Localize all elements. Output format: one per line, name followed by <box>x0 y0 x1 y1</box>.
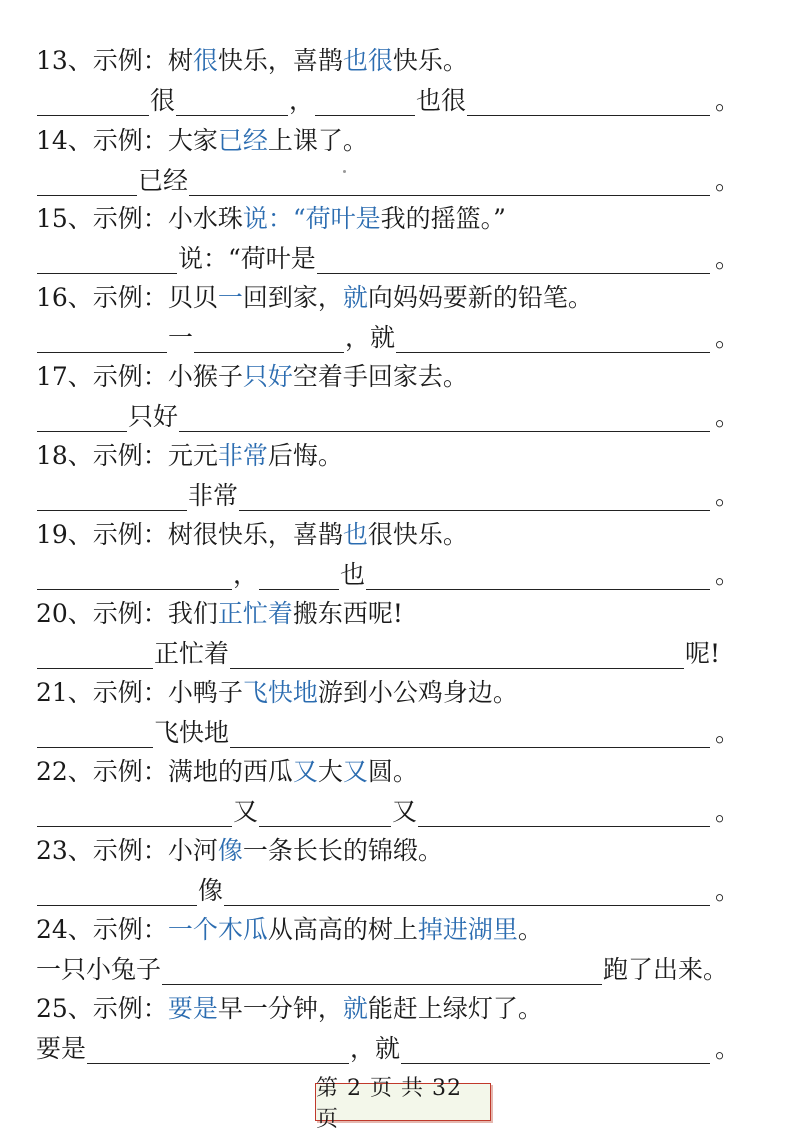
sentence-end: 。 <box>714 86 740 115</box>
answer-blank[interactable] <box>37 484 187 511</box>
sentence-end: 。 <box>714 323 740 352</box>
answer-blank[interactable] <box>230 721 710 748</box>
keyword: 正忙着 <box>217 599 293 628</box>
answer-blank[interactable] <box>467 89 710 116</box>
page-number-footer <box>315 1076 491 1132</box>
example-18 <box>36 431 740 471</box>
example-text: 我们 <box>167 599 218 628</box>
keyword: 又 <box>342 757 368 786</box>
answer-15 <box>36 234 740 274</box>
example-text: 回到家， <box>242 283 343 312</box>
answer-13 <box>36 76 740 116</box>
answer-blank[interactable] <box>189 169 710 196</box>
example-20 <box>36 589 740 629</box>
answer-blank[interactable] <box>87 1037 349 1064</box>
answer-21 <box>36 708 740 748</box>
answer-23 <box>36 866 740 906</box>
answer-blank[interactable] <box>317 247 710 274</box>
keyword: 飞快地 <box>242 678 318 707</box>
example-text: 很快乐。 <box>367 520 468 549</box>
answer-blank[interactable] <box>162 958 602 985</box>
example-text: 树 <box>167 46 193 75</box>
example-text: 快乐，喜鹊 <box>217 46 343 75</box>
answer-blank[interactable] <box>37 642 153 669</box>
keyword: 很 <box>192 46 218 75</box>
example-text: 小河 <box>167 836 218 865</box>
example-19 <box>36 510 740 550</box>
example-17 <box>36 352 740 392</box>
answer-blank[interactable] <box>176 89 288 116</box>
answer-14 <box>36 156 740 196</box>
answer-blank[interactable] <box>418 800 710 827</box>
answer-19 <box>36 550 740 590</box>
example-13 <box>36 36 740 76</box>
keyword: 又 <box>292 757 318 786</box>
prompt-word: 也 <box>340 560 366 589</box>
example-number: 15、示例： <box>36 204 168 233</box>
example-number: 14、示例： <box>36 126 168 155</box>
answer-blank[interactable] <box>37 89 149 116</box>
sentence-end: 。 <box>714 1034 740 1063</box>
answer-blank[interactable] <box>259 800 391 827</box>
answer-16 <box>36 313 740 353</box>
example-14 <box>36 116 740 156</box>
keyword: 一个木瓜 <box>167 915 268 944</box>
example-number: 22、示例： <box>36 757 168 786</box>
answer-blank[interactable] <box>224 879 710 906</box>
keyword: 一 <box>217 283 243 312</box>
prompt-word: 飞快地 <box>154 718 230 747</box>
example-24 <box>36 905 740 945</box>
prompt-word: 很 <box>150 86 176 115</box>
sentence-end: 。 <box>714 876 740 905</box>
stray-mark <box>343 170 346 173</box>
prompt-word: 正忙着 <box>154 639 230 668</box>
answer-blank[interactable] <box>179 405 710 432</box>
example-number: 24、示例： <box>36 915 168 944</box>
prompt-word: 跑了出来。 <box>602 955 728 984</box>
keyword: 也 <box>342 520 368 549</box>
answer-blank[interactable] <box>37 169 137 196</box>
prompt-word: ，就 <box>350 1034 401 1063</box>
answer-blank[interactable] <box>230 642 684 669</box>
example-16 <box>36 273 740 313</box>
example-text: 贝贝 <box>167 283 218 312</box>
answer-blank[interactable] <box>37 405 127 432</box>
example-text: 能赶上绿灯了。 <box>367 994 543 1023</box>
example-text: 向妈妈要新的铅笔。 <box>367 283 593 312</box>
example-22 <box>36 747 740 787</box>
prompt-word: 说：“荷叶是 <box>178 244 316 273</box>
example-text: 圆。 <box>367 757 418 786</box>
prompt-word: 要是 <box>36 1034 87 1063</box>
answer-blank[interactable] <box>401 1037 710 1064</box>
answer-18 <box>36 471 740 511</box>
example-text: 早一分钟， <box>217 994 343 1023</box>
sentence-end: 。 <box>714 166 740 195</box>
answer-blank[interactable] <box>37 721 153 748</box>
example-number: 16、示例： <box>36 283 168 312</box>
answer-blank[interactable] <box>37 247 177 274</box>
sentence-end: 。 <box>714 718 740 747</box>
sentence-end: 。 <box>714 402 740 431</box>
answer-24 <box>36 945 728 985</box>
keyword: 说：“荷叶是 <box>242 204 381 233</box>
answer-blank[interactable] <box>366 563 710 590</box>
example-25 <box>36 984 740 1024</box>
answer-blank[interactable] <box>239 484 710 511</box>
example-text: 小猴子 <box>167 362 243 391</box>
keyword: 非常 <box>217 441 268 470</box>
example-number: 23、示例： <box>36 836 168 865</box>
example-text: 大家 <box>167 126 218 155</box>
prompt-word: 已经 <box>138 166 189 195</box>
example-15 <box>36 194 740 234</box>
example-text: 。 <box>517 915 543 944</box>
example-text: 快乐。 <box>392 46 468 75</box>
answer-25 <box>36 1024 740 1064</box>
example-text: 元元 <box>167 441 218 470</box>
example-text: 从高高的树上 <box>267 915 418 944</box>
answer-blank[interactable] <box>37 326 167 353</box>
answer-blank[interactable] <box>259 563 339 590</box>
example-text: 后悔。 <box>267 441 343 470</box>
keyword: 就 <box>342 283 368 312</box>
example-text: 小鸭子 <box>167 678 243 707</box>
sentence-end: 呢! <box>684 639 720 668</box>
example-text: 满地的西瓜 <box>167 757 293 786</box>
example-text: 空着手回家去。 <box>292 362 468 391</box>
prompt-word: 一 <box>168 323 194 352</box>
answer-blank[interactable] <box>37 563 232 590</box>
keyword: 像 <box>217 836 243 865</box>
prompt-word: ，就 <box>345 323 396 352</box>
prompt-word: 非常 <box>188 481 239 510</box>
example-number: 20、示例： <box>36 599 168 628</box>
example-text: 搬东西呢! <box>292 599 403 628</box>
example-text: 小水珠 <box>167 204 243 233</box>
sentence-end: 。 <box>714 244 740 273</box>
answer-blank[interactable] <box>194 326 344 353</box>
example-text: 游到小公鸡身边。 <box>317 678 518 707</box>
example-number: 25、示例： <box>36 994 168 1023</box>
example-text: 大 <box>317 757 343 786</box>
prompt-word: ， <box>289 86 315 115</box>
example-number: 17、示例： <box>36 362 168 391</box>
prompt-word: 又 <box>392 797 418 826</box>
prompt-word: 一只小兔子 <box>36 955 162 984</box>
example-number: 18、示例： <box>36 441 168 470</box>
prompt-word: 只好 <box>128 402 179 431</box>
keyword: 就 <box>342 994 368 1023</box>
example-number: 19、示例： <box>36 520 168 549</box>
sentence-end: 。 <box>714 481 740 510</box>
answer-22 <box>36 787 740 827</box>
answer-blank[interactable] <box>315 89 415 116</box>
keyword: 要是 <box>167 994 218 1023</box>
keyword: 只好 <box>242 362 293 391</box>
prompt-word: ， <box>233 560 259 589</box>
example-text: 我的摇篮。” <box>380 204 506 233</box>
example-23 <box>36 826 740 866</box>
example-number: 21、示例： <box>36 678 168 707</box>
keyword: 已经 <box>217 126 268 155</box>
example-text: 树很快乐，喜鹊 <box>167 520 343 549</box>
example-number: 13、示例： <box>36 46 168 75</box>
example-21 <box>36 668 740 708</box>
page-number-text: 第 2 页 共 32 页 <box>316 1076 462 1132</box>
prompt-word: 又 <box>233 797 259 826</box>
prompt-word: 像 <box>198 876 224 905</box>
sentence-end: 。 <box>714 797 740 826</box>
keyword: 掉进湖里 <box>417 915 518 944</box>
answer-blank[interactable] <box>396 326 710 353</box>
example-text: 上课了。 <box>267 126 368 155</box>
answer-blank[interactable] <box>37 800 232 827</box>
answer-blank[interactable] <box>37 879 197 906</box>
example-text: 一条长长的锦缎。 <box>242 836 443 865</box>
answer-17 <box>36 392 740 432</box>
sentence-end: 。 <box>714 560 740 589</box>
prompt-word: 也很 <box>416 86 467 115</box>
keyword: 也很 <box>342 46 393 75</box>
answer-20 <box>36 629 720 669</box>
